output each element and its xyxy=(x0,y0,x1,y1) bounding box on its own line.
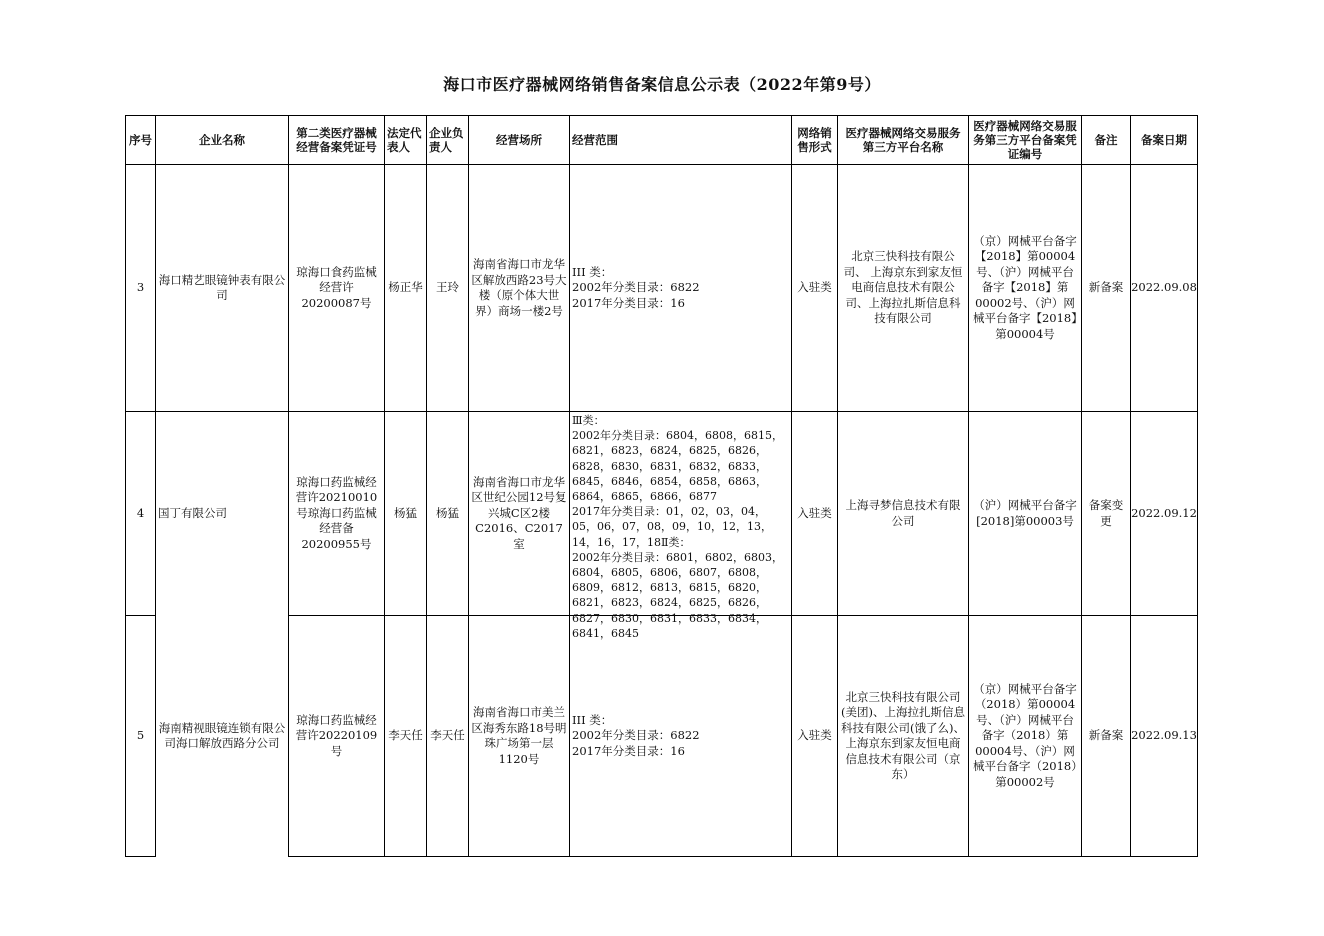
row-platform: 北京三快科技有限公司(美团)、上海拉扎斯信息科技有限公司(饿了么)、 上海京东到家友恒电商信息技术有限公司（京东） xyxy=(841,689,965,781)
row-address: 海南省海口市龙华区解放西路23号大楼（原个体大世界）商场一楼2号 xyxy=(471,257,567,318)
row-cert: 琼海口药监械经营许20220109号 xyxy=(295,712,378,758)
row-scope: Ⅲ类： 2002年分类目录：6804，6808，6815，6821，6823，6824，6825，6826，6828，6830，6831，6832，6833，6845，6846，6854，6858，6863，6864，6865，6866，6877 2017年分类目录：01，02，03，04，05，06，07，08，09，10，12，13，14，16，17，18Ⅱ类： 2002年分类目录：6801，6802，6803，6804，6805，6806，6807，6808，6809，6812，6813，6815，6820，6821，6823，6824，6825，6826，6827，6830，6831，6833，6834，6841，6845 xyxy=(572,414,783,640)
page-title: 海口市医疗器械网络销售备案信息公示表（2022年第9号） xyxy=(443,75,881,94)
row-seq: 5 xyxy=(136,728,145,743)
row-company: 海南精视眼镜连锁有限公司海口解放西路分公司 xyxy=(158,720,286,750)
row-manager: 王玲 xyxy=(436,280,459,295)
row-date: 2022.09.12 xyxy=(1131,505,1197,520)
row-date: 2022.09.08 xyxy=(1131,280,1197,295)
row-platform: 上海寻梦信息技术有限公司 xyxy=(845,498,961,528)
row-manager: 李天任 xyxy=(430,728,465,743)
row-platform-no: （京）网械平台备字（2018）第00004号、（沪）网械平台备字（2018）第00004号、（沪）网械平台备字（2018）第00002号 xyxy=(972,681,1078,789)
row-date: 2022.09.13 xyxy=(1131,728,1197,743)
row-mode: 入驻类 xyxy=(797,728,832,743)
header-cert: 第二类医疗器械经营备案凭证号 xyxy=(296,126,377,154)
header-date: 备案日期 xyxy=(1141,133,1187,147)
header-manager: 企业负责人 xyxy=(429,126,464,154)
row-seq: 3 xyxy=(136,280,145,295)
header-company: 企业名称 xyxy=(199,133,245,147)
row-platform-no: （京）网械平台备字【2018】第00004号、（沪）网械平台备字【2018】第00002号、（沪）网械平台备字【2018】第00004号 xyxy=(972,233,1078,341)
row-remark: 新备案 xyxy=(1088,280,1124,295)
row-seq: 4 xyxy=(136,505,145,520)
header-legal: 法定代表人 xyxy=(387,126,422,154)
row-scope: III 类： 2002年分类目录：6822 2017年分类目录：16 xyxy=(572,712,700,758)
header-platform-no: 医疗器械网络交易服务第三方平台备案凭证编号 xyxy=(973,119,1077,161)
header-address: 经营场所 xyxy=(496,133,542,147)
row-platform: 北京三快科技有限公司、 上海京东到家友恒电商信息技术有限公司、上海拉扎斯信息科技有限公司 xyxy=(843,249,963,326)
row-cert: 琼海口食药监械经营许20200087号 xyxy=(296,264,377,310)
header-platform: 医疗器械网络交易服务第三方平台名称 xyxy=(845,126,961,154)
row-company: 国丁有限公司 xyxy=(158,505,227,520)
row-legal: 杨猛 xyxy=(394,505,417,520)
row-manager: 杨猛 xyxy=(436,505,459,520)
header-seq: 序号 xyxy=(129,133,152,147)
row-address: 海南省海口市龙华区世纪公园12号复兴城C区2楼C2016、C2017室 xyxy=(471,474,567,551)
header-mode: 网络销售形式 xyxy=(797,126,832,154)
row-legal: 李天任 xyxy=(388,728,423,743)
header-scope: 经营范围 xyxy=(572,133,618,147)
row-mode: 入驻类 xyxy=(797,280,832,295)
row-remark: 备案变更 xyxy=(1088,498,1124,528)
row-legal: 杨正华 xyxy=(388,280,423,295)
row-platform-no: （沪）网械平台备字[2018]第00003号 xyxy=(973,498,1077,528)
row-mode: 入驻类 xyxy=(797,505,832,520)
header-remark: 备注 xyxy=(1094,133,1118,147)
row-address: 海南省海口市美兰区海秀东路18号明珠广场第一层1120号 xyxy=(471,705,567,766)
row-cert: 琼海口药监械经营许20210010号琼海口药监械经营备20200955号 xyxy=(295,474,378,551)
row-remark: 新备案 xyxy=(1088,728,1124,743)
row-scope: III 类： 2002年分类目录：6822 2017年分类目录：16 xyxy=(572,264,700,310)
row-company: 海口精艺眼镜钟表有限公司 xyxy=(158,272,286,302)
